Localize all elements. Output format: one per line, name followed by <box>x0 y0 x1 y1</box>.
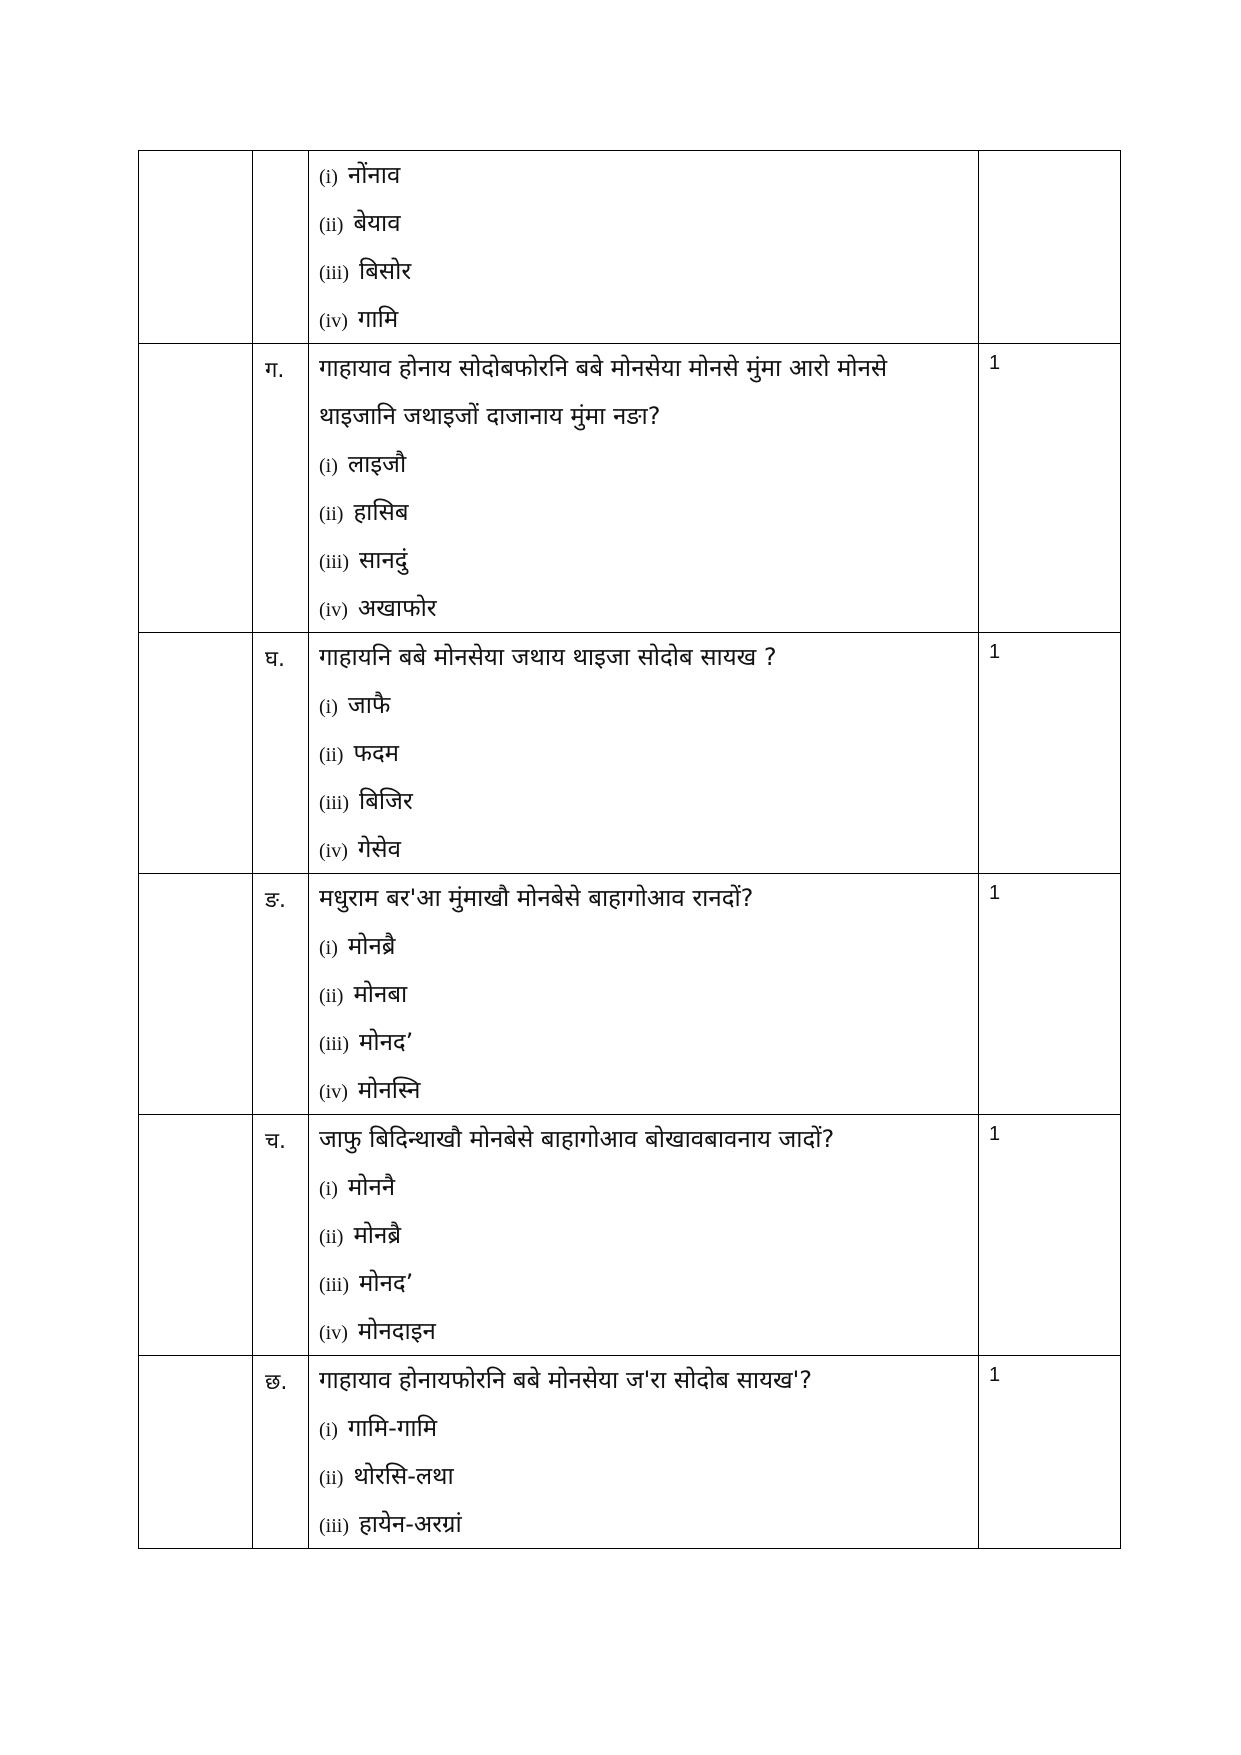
question-text: थाइजानि जथाइजों दाजानाय मुंमा नङा? <box>319 402 661 430</box>
option-item <box>319 1307 968 1355</box>
question-label: ग. <box>253 344 309 633</box>
question-content <box>309 874 979 1115</box>
option-number: (iii) <box>319 1274 349 1296</box>
question-table-body <box>139 151 1121 1549</box>
option-number: (iv) <box>319 1322 348 1344</box>
option-text: मोनद’ <box>359 1269 414 1297</box>
option-item <box>319 1163 968 1211</box>
option-number: (ii) <box>319 503 344 525</box>
option-text: मोनस्नि <box>357 1076 421 1104</box>
question-row <box>139 633 1121 874</box>
option-item <box>319 1404 968 1452</box>
blank-cell <box>139 1356 253 1549</box>
option-item <box>319 440 968 488</box>
question-row <box>139 344 1121 633</box>
option-text: लाइजौ <box>347 450 407 478</box>
option-item <box>319 777 968 825</box>
option-item <box>319 970 968 1018</box>
option-item <box>319 584 968 632</box>
question-text: गाहायनि बबे मोनसेया जथाय थाइजा सोदोब सायख ? <box>319 643 777 671</box>
marks-value <box>979 151 1121 344</box>
blank-cell <box>139 344 253 633</box>
blank-cell <box>139 874 253 1115</box>
option-text: मोननै <box>347 1173 396 1201</box>
question-content <box>309 633 979 874</box>
option-text: मोनदाइन <box>357 1317 436 1345</box>
option-item <box>319 247 968 295</box>
blank-cell <box>139 1115 253 1356</box>
question-text: गाहायाव होनाय सोदोबफोरनि बबे मोनसेया मोनसे मुंमा आरो मोनसे <box>319 354 888 382</box>
question-content <box>309 151 979 344</box>
question-label: घ. <box>253 633 309 874</box>
question-label: ङ. <box>253 874 309 1115</box>
option-number: (i) <box>319 166 338 188</box>
question-content <box>309 1115 979 1356</box>
marks-value: 1 <box>979 633 1121 874</box>
option-number: (iv) <box>319 599 348 621</box>
option-text: सानदुं <box>359 546 408 574</box>
option-number: (iii) <box>319 1515 349 1537</box>
option-number: (iii) <box>319 262 349 284</box>
option-item <box>319 1211 968 1259</box>
option-text: थोरसि-लथा <box>353 1462 454 1490</box>
question-label: छ. <box>253 1356 309 1549</box>
option-text: हायेन-अरग्रां <box>359 1510 462 1538</box>
option-number: (i) <box>319 455 338 477</box>
option-item <box>319 729 968 777</box>
question-row <box>139 874 1121 1115</box>
option-item <box>319 1500 968 1548</box>
option-number: (ii) <box>319 985 344 1007</box>
option-item <box>319 536 968 584</box>
option-number: (iv) <box>319 840 348 862</box>
question-content <box>309 1356 979 1549</box>
option-text: गामि <box>357 305 399 333</box>
option-number: (ii) <box>319 214 344 236</box>
option-number: (iv) <box>319 310 348 332</box>
option-item <box>319 1018 968 1066</box>
option-text: बिसोर <box>359 257 412 285</box>
option-item <box>319 151 968 199</box>
option-text: मोनद’ <box>359 1028 414 1056</box>
option-text: मोनब्रै <box>353 1221 402 1249</box>
option-item <box>319 295 968 343</box>
option-number: (i) <box>319 696 338 718</box>
option-text: अखाफोर <box>357 594 437 622</box>
option-text: हासिब <box>353 498 409 526</box>
question-label <box>253 151 309 344</box>
option-text: गेसेव <box>357 835 401 863</box>
option-text: बेयाव <box>353 209 401 237</box>
option-item <box>319 1259 968 1307</box>
option-number: (i) <box>319 937 338 959</box>
option-number: (iii) <box>319 551 349 573</box>
question-text: गाहायाव होनायफोरनि बबे मोनसेया ज'रा सोदोब सायख'? <box>319 1366 812 1394</box>
question-table <box>138 150 1121 1549</box>
option-number: (i) <box>319 1419 338 1441</box>
option-item <box>319 488 968 536</box>
blank-cell <box>139 633 253 874</box>
option-text: मोनबा <box>353 980 408 1008</box>
option-number: (ii) <box>319 1467 344 1489</box>
option-item <box>319 922 968 970</box>
question-row <box>139 151 1121 344</box>
marks-value: 1 <box>979 1356 1121 1549</box>
option-item <box>319 1066 968 1114</box>
option-item <box>319 681 968 729</box>
option-text: बिजिर <box>359 787 413 815</box>
question-row <box>139 1356 1121 1549</box>
option-number: (ii) <box>319 744 344 766</box>
option-text: जाफै <box>347 691 391 719</box>
option-item <box>319 199 968 247</box>
option-text: मोनब्रै <box>347 932 396 960</box>
question-text: जाफु बिदिन्थाखौ मोनबेसे बाहागोआव बोखावबावनाय जादों? <box>319 1125 835 1153</box>
option-number: (iv) <box>319 1081 348 1103</box>
option-number: (ii) <box>319 1226 344 1248</box>
marks-value: 1 <box>979 1115 1121 1356</box>
marks-value: 1 <box>979 874 1121 1115</box>
question-content <box>309 344 979 633</box>
option-number: (iii) <box>319 1033 349 1055</box>
option-text: फदम <box>353 739 400 767</box>
option-text: नोंनाव <box>347 161 401 189</box>
option-item <box>319 1452 968 1500</box>
blank-cell <box>139 151 253 344</box>
question-label: च. <box>253 1115 309 1356</box>
option-text: गामि-गामि <box>347 1414 438 1442</box>
option-item <box>319 825 968 873</box>
marks-value: 1 <box>979 344 1121 633</box>
question-text: मधुराम बर'आ मुंमाखौ मोनबेसे बाहागोआव रानदों? <box>319 884 754 912</box>
question-row <box>139 1115 1121 1356</box>
option-number: (i) <box>319 1178 338 1200</box>
option-number: (iii) <box>319 792 349 814</box>
